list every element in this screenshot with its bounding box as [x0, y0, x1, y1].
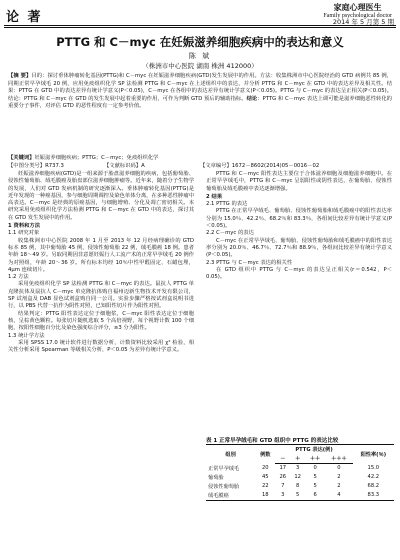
table-header-cell: 组别	[206, 445, 255, 464]
keywords-label: 【关键词】	[8, 155, 35, 161]
table-header-cell: ＋＋	[305, 454, 325, 464]
paragraph: 妊娠滋养细胞疾病(GTD)是一组来源于胎盘滋养细胞的疾病，包括葡萄胎、侵蚀性葡萄胎、绒毛膜癌及胎盘部位滋养细胞肿瘤等。近年来，随着分子生物学的发展，人们对 GTD 发病机制的研究逐渐深入。垂体肿瘤转化基因(PTTG)是近年发现的一种癌基因，参与细胞周期调控及染色单体分离，在多种恶性肿瘤中高表达。C－myc 是经典的原癌基因，与细胞增殖、分化及凋亡密切相关。本研究采用免疫组织化学方法检测 PTTG 和 C－myc 在 GTD 中的表达，探讨其在 GTD 发生发展中的作用。	[8, 171, 194, 221]
body-column-right	[206, 171, 392, 281]
table-cell: 42.2	[367, 474, 380, 480]
keywords-text: 妊娠滋养细胞疾病；PTTG；C－myc；免疫组织化学	[34, 155, 159, 161]
table-cell: 0	[313, 465, 317, 472]
data-table	[206, 444, 394, 501]
table-cell: 3	[275, 491, 290, 501]
table-cell: 葡萄胎	[208, 474, 224, 481]
article-number: 【文章编号】1672－8602(2014)05－0016－02	[200, 163, 320, 169]
table-cell: 17	[279, 465, 287, 472]
paragraph: 采用免疫组织化学 SP 法检测 PTTG 和 C－myc 的表达。鼠抗人 PTTG 单克隆抗体及鼠抗人 C－myc 单克隆抗体购自福州迈新生物技术开发有限公司，SP 试剂盒及 DAB 显色试剂盒购自同一公司。实验步骤严格按试剂盒说明书进行，以 PBS 代替一抗作为阴性对照，已知阳性切片作为阳性对照。	[8, 281, 194, 310]
table-cell: 0	[337, 465, 341, 472]
table-cell: 22	[261, 483, 269, 489]
table-cell: 绒毛膜癌	[206, 491, 255, 501]
table-cell: 5	[313, 474, 317, 480]
table-row	[206, 464, 394, 473]
table-cell: 正常早孕绒毛	[208, 465, 240, 472]
table-title: 表 1 正常早孕绒毛和 GTD 组织中 PTTG 的表达比较	[206, 438, 339, 444]
subsection-heading: 2.3 PTTG 与 C－myc 表达的相关性	[206, 259, 293, 266]
classification-number: 【中图分类号】R737.3	[8, 163, 64, 169]
section-heading: 2 结果	[206, 193, 223, 200]
paragraph: 收集株洲市中心医院 2008 年 1 月至 2013 年 12 月经病理确诊的 GTD 标本 85 例，其中葡萄胎 45 例，侵蚀性葡萄胎 22 例，绒毛膜癌 18 例。患者年龄 18～49 岁。另取同期因非意愿妊娠行人工流产术的正常早孕绒毛 20 例作为对照组，年龄 20～36 岁。所有标本均经 10％中性甲醛固定、石蜡包埋，4μm 连续切片。	[8, 237, 194, 273]
table-cell: 3	[296, 465, 300, 472]
document-code: 【文献标识码】A	[104, 163, 145, 169]
paragraph: PTTG 在正常早孕绒毛、葡萄胎、侵蚀性葡萄胎和绒毛膜癌中的阳性表达率分别为 15.0％、42.2％、68.2％和 83.3％，各组间比较差异有统计学意义(P＜0.05)。	[206, 208, 392, 230]
paragraph: PTTG 和 C－myc 阳性表达主要位于合体滋养细胞及细胞滋养细胞中。在正常早孕绒毛中，PTTG 和 C－myc 呈弱阳性或阴性表达，在葡萄胎、侵蚀性葡萄胎及绒毛膜癌中表达逐渐增强。	[206, 171, 392, 192]
table-cell: 12	[294, 474, 301, 480]
subsection-heading: 1.3 统计学方法	[8, 332, 45, 339]
table-header-cell: ＋	[290, 454, 305, 464]
abstract-text: 目的：探讨垂体肿瘤转化基因(PTTG)和 C－myc 在妊娠滋养细胞疾病(GTD)发生发展中的作用。方法：收集株洲市中心医院经治的 GTD 病例共 85 例，同期正常早孕绒毛 20 例，应用免疫组织化学 SP 法检测 PTTG 和 C－myc 在上述组织中的表达，并分析 PTTG 和 C－myc 在 GTD 中的表达差异及相关性。结果：PTTG 在 GTD 中的表达差异有统计学意义(P＜0.05)，C－myc 在各组中的表达差异有统计学意义(P＜0.05)。PTTG 与 C－myc 的表达呈正相关(P＜0.05)。结论：PTTG 和 C－myc 在 GTD 的发生发展中起着重要的作用，可作为判断 GTD 预后的辅助指标。	[8, 73, 392, 102]
subsection-heading: 2.1 PTTG 的表达	[206, 201, 248, 208]
abstract: 【摘 要】目的：探讨垂体肿瘤转化基因(PTTG)和 C－myc 在妊娠滋养细胞疾病(GTD)发生发展中的作用。方法：收集株洲市中心医院经治的 GTD 病例共 85 例，同期正常早孕绒毛 20 例，应用免疫组织化学 SP 法检测 PTTG 和 C－myc 在上述组织中的表达，并分析 PTTG 和 C－myc 在 GTD 中的表达差异及相关性。结果：PTTG 在 GTD 中的表达差异有统计学意义(P＜0.05)，C－myc 在各组中的表达差异有统计学意义(P＜0.05)。PTTG 与 C－myc 的表达呈正相关(P＜0.05)。结论：PTTG 和 C－myc 在 GTD 的发生发展中起着重要的作用，可作为判断 GTD 预后的辅助指标。结论：PTTG 和 C－myc 表达上调可能是滋养细胞恶性转化的重要分子事件，对评估 GTD 的恶性程度有一定参考价值。	[8, 73, 392, 110]
table-header-cell: 阳性率(％)	[353, 445, 394, 464]
table-cell: 45	[261, 474, 269, 480]
issue-number: 2014 年 5 月第 5 期	[332, 18, 394, 26]
section-heading: 1 资料和方法	[8, 223, 41, 230]
table-cell: 6	[305, 491, 325, 501]
paragraph: 在 GTD 组织中 PTTG 与 C－myc 的表达呈正相关(r＝0.542，P＜0.05)。	[206, 266, 392, 281]
journal-name-en: Family psychological doctor	[323, 13, 392, 19]
subsection-heading: 1.1 研究对象	[8, 230, 40, 237]
table-cell: 83.3	[353, 491, 394, 501]
section-label: 论 著	[6, 10, 43, 25]
paragraph: C－myc 在正常早孕绒毛、葡萄胎、侵蚀性葡萄胎和绒毛膜癌中的阳性表达率分别为 20.0％、46.7％、72.7％和 88.9％，各组间比较差异有统计学意义(P＜0.05)。	[206, 237, 392, 259]
table-cell: 2	[337, 483, 341, 489]
conclusion-label: 结论	[246, 95, 258, 102]
conclusion-text: PTTG 和 C－myc 表达上调可能是滋养细胞恶性转化的重要分子事件，对评估 GTD 的恶性程度有一定参考价值。	[8, 95, 392, 110]
table-cell: 7	[281, 483, 285, 489]
table-row	[206, 482, 394, 491]
table-cell: 5	[290, 491, 305, 501]
journal-name-zh: 家庭心理医生	[333, 3, 382, 12]
abstract-label: 【摘 要】	[8, 73, 32, 79]
table-header-cell: 例数	[255, 445, 275, 464]
table-row	[206, 491, 394, 501]
table-header-cell: ＋＋＋	[325, 454, 352, 464]
table-cell: 18	[255, 491, 275, 501]
keywords	[8, 153, 392, 161]
subsection-heading: 2.2 C－myc 的表达	[206, 230, 254, 237]
affiliation: （株洲市中心医院 湖南 株洲 412000）	[142, 62, 258, 70]
table-body	[206, 464, 394, 501]
table-cell: 5	[313, 483, 317, 489]
subsection-heading: 1.2 方法	[8, 274, 29, 281]
header-rule	[4, 25, 396, 26]
table-cell: 15.0	[367, 465, 380, 471]
article-title: PTTG 和 C－myc 在妊娠滋养细胞疾病中的表达和意义	[56, 35, 344, 49]
table-cell: 68.2	[367, 483, 380, 489]
table-group-header: PTTG 表达(例)	[275, 445, 352, 455]
paragraph: 采用 SPSS 17.0 统计软件进行数据分析，计数资料比较采用 χ² 检验，相关性分析采用 Spearman 等级相关分析，P＜0.05 为差异有统计学意义。	[8, 339, 194, 354]
table-cell: 2	[337, 474, 341, 480]
paragraph: 结果判定：PTTG 阳性表达定位于细胞浆，C－myc 阳性表达定位于细胞核，呈棕黄色颗粒。每张切片随机选取 5 个高倍视野，每个视野计数 100 个细胞，按阳性细胞百分比及染色强度综合评分，≥3 分为阳性。	[8, 310, 194, 332]
body-column-left	[8, 171, 194, 354]
table-header-cell: －	[275, 454, 290, 464]
table-cell: 8	[296, 483, 300, 489]
header-rule-thin	[4, 27, 396, 28]
table-cell: 侵蚀性葡萄胎	[208, 483, 240, 490]
table-cell: 26	[279, 474, 287, 480]
author: 陈 斌	[188, 52, 212, 60]
table-cell: 4	[325, 491, 352, 501]
table-row	[206, 473, 394, 482]
table-cell: 20	[261, 465, 269, 471]
